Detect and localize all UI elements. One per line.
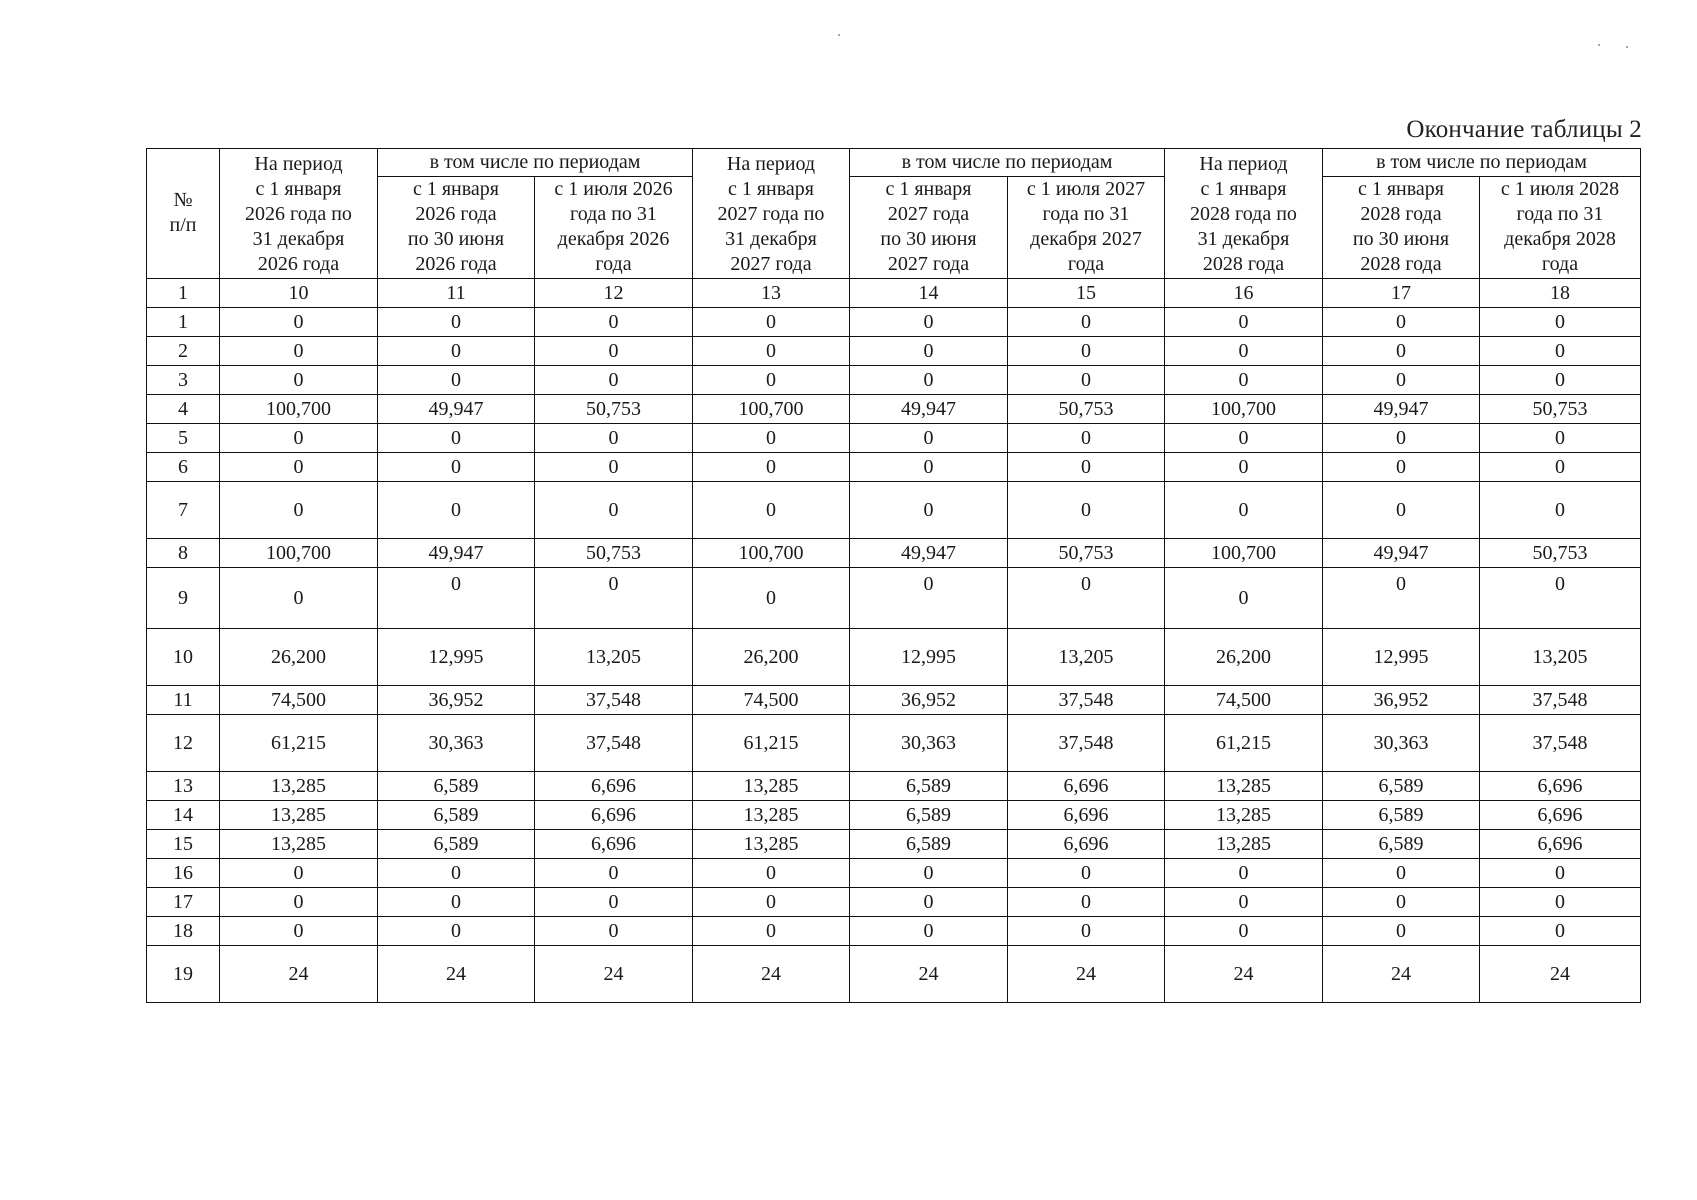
table-cell: 100,700 <box>220 395 378 424</box>
table-cell: 0 <box>220 888 378 917</box>
table-cell: 0 <box>535 308 693 337</box>
table-cell: 61,215 <box>693 715 850 772</box>
table-cell: 0 <box>1323 366 1480 395</box>
table-cell: 6,589 <box>850 801 1008 830</box>
header-group-2027: в том числе по периодам <box>850 149 1165 177</box>
table-cell: 0 <box>535 482 693 539</box>
table-cell: 37,548 <box>1480 686 1641 715</box>
table-cell: 50,753 <box>1008 539 1165 568</box>
table-cell: 0 <box>1480 366 1641 395</box>
table-cell: 13,285 <box>220 801 378 830</box>
table-cell: 12,995 <box>850 629 1008 686</box>
table-cell: 0 <box>693 859 850 888</box>
column-number: 16 <box>1165 279 1323 308</box>
table-cell: 0 <box>220 337 378 366</box>
table-cell: 37,548 <box>535 715 693 772</box>
table-cell: 13,285 <box>220 772 378 801</box>
table-cell: 13,285 <box>693 772 850 801</box>
table-cell: 24 <box>220 946 378 1003</box>
table-cell: 37,548 <box>1008 686 1165 715</box>
table-cell: 0 <box>1480 424 1641 453</box>
table-cell: 0 <box>850 308 1008 337</box>
table-cell: 30,363 <box>850 715 1008 772</box>
table-cell: 0 <box>693 366 850 395</box>
table-cell: 0 <box>378 424 535 453</box>
table-cell: 0 <box>693 888 850 917</box>
table-cell: 13,285 <box>1165 772 1323 801</box>
table-cell: 49,947 <box>1323 395 1480 424</box>
table-cell: 6,696 <box>535 801 693 830</box>
row-number: 17 <box>147 888 220 917</box>
table-cell: 24 <box>1323 946 1480 1003</box>
table-cell: 0 <box>693 453 850 482</box>
column-number-row <box>147 279 1641 308</box>
table-cell: 0 <box>535 424 693 453</box>
table-cell: 0 <box>220 308 378 337</box>
table-cell: 24 <box>693 946 850 1003</box>
table-caption: Окончание таблицы 2 <box>1406 116 1642 143</box>
table-cell: 0 <box>1008 337 1165 366</box>
table-cell: 0 <box>1165 859 1323 888</box>
table-cell: 49,947 <box>1323 539 1480 568</box>
table-cell: 0 <box>1480 888 1641 917</box>
table-cell: 6,696 <box>535 830 693 859</box>
table-cell: 50,753 <box>1480 395 1641 424</box>
table-cell: 0 <box>1323 308 1480 337</box>
table-row <box>147 568 1641 629</box>
table-cell: 0 <box>535 859 693 888</box>
table-cell: 0 <box>1323 453 1480 482</box>
table-cell: 0 <box>535 888 693 917</box>
scan-speck <box>1626 46 1628 48</box>
table-cell: 0 <box>1480 482 1641 539</box>
table-cell: 13,285 <box>1165 801 1323 830</box>
table-cell: 6,696 <box>535 772 693 801</box>
table-cell: 0 <box>1480 568 1641 629</box>
table-cell: 12,995 <box>378 629 535 686</box>
table-cell: 6,589 <box>850 772 1008 801</box>
row-number: 13 <box>147 772 220 801</box>
table-cell: 0 <box>378 859 535 888</box>
table-cell: 6,589 <box>1323 772 1480 801</box>
table-row <box>147 395 1641 424</box>
table-row <box>147 539 1641 568</box>
table-cell: 26,200 <box>1165 629 1323 686</box>
table-cell: 0 <box>850 888 1008 917</box>
table-cell: 0 <box>378 366 535 395</box>
table-cell: 6,589 <box>850 830 1008 859</box>
table-cell: 0 <box>1165 917 1323 946</box>
table-cell: 0 <box>693 917 850 946</box>
row-number: 8 <box>147 539 220 568</box>
table-cell: 0 <box>850 482 1008 539</box>
column-number: 14 <box>850 279 1008 308</box>
table-cell: 0 <box>1480 917 1641 946</box>
table-row <box>147 715 1641 772</box>
table-cell: 6,696 <box>1480 830 1641 859</box>
header-total-2027: На период с 1 января 2027 года по 31 декабря 2027 года <box>693 149 850 279</box>
table-cell: 0 <box>1008 308 1165 337</box>
scan-speck <box>838 34 840 36</box>
table-cell: 0 <box>1165 366 1323 395</box>
table-cell: 49,947 <box>378 395 535 424</box>
table-cell: 0 <box>1165 568 1323 629</box>
header-second-half-2026: с 1 июля 2026 года по 31 декабря 2026 года <box>535 177 693 279</box>
table-cell: 0 <box>1323 482 1480 539</box>
table-cell: 0 <box>850 337 1008 366</box>
table-row <box>147 308 1641 337</box>
table-cell: 0 <box>535 568 693 629</box>
header-total-2028: На период с 1 января 2028 года по 31 декабря 2028 года <box>1165 149 1323 279</box>
table-cell: 36,952 <box>850 686 1008 715</box>
table-cell: 6,589 <box>1323 830 1480 859</box>
table-cell: 0 <box>850 568 1008 629</box>
table-cell: 0 <box>1008 482 1165 539</box>
column-number: 15 <box>1008 279 1165 308</box>
table-cell: 0 <box>693 308 850 337</box>
table-cell: 6,696 <box>1480 772 1641 801</box>
header-row-number: № п/п <box>147 149 220 279</box>
row-number: 1 <box>147 308 220 337</box>
table-cell: 0 <box>378 337 535 366</box>
table-cell: 6,696 <box>1008 772 1165 801</box>
column-number: 12 <box>535 279 693 308</box>
table-cell: 0 <box>378 917 535 946</box>
table-row <box>147 453 1641 482</box>
table-cell: 0 <box>1323 859 1480 888</box>
row-number: 3 <box>147 366 220 395</box>
header-first-half-2028: с 1 января 2028 года по 30 июня 2028 года <box>1323 177 1480 279</box>
table-cell: 49,947 <box>378 539 535 568</box>
row-number: 5 <box>147 424 220 453</box>
header-group-2028: в том числе по периодам <box>1323 149 1641 177</box>
table-row <box>147 337 1641 366</box>
table-cell: 12,995 <box>1323 629 1480 686</box>
table-cell: 13,285 <box>220 830 378 859</box>
table-cell: 0 <box>535 366 693 395</box>
table-row <box>147 888 1641 917</box>
table-cell: 0 <box>378 482 535 539</box>
column-number: 11 <box>378 279 535 308</box>
table-cell: 37,548 <box>535 686 693 715</box>
table-row <box>147 917 1641 946</box>
table-cell: 0 <box>1165 453 1323 482</box>
table-cell: 13,285 <box>693 801 850 830</box>
table-row <box>147 366 1641 395</box>
table-cell: 26,200 <box>693 629 850 686</box>
table-cell: 0 <box>535 337 693 366</box>
row-number: 15 <box>147 830 220 859</box>
table-cell: 0 <box>1480 337 1641 366</box>
table-cell: 6,589 <box>378 830 535 859</box>
table-cell: 13,205 <box>535 629 693 686</box>
table-cell: 13,285 <box>1165 830 1323 859</box>
table-cell: 37,548 <box>1480 715 1641 772</box>
column-number: 17 <box>1323 279 1480 308</box>
row-number: 11 <box>147 686 220 715</box>
table-cell: 100,700 <box>220 539 378 568</box>
table-row <box>147 424 1641 453</box>
table-cell: 61,215 <box>220 715 378 772</box>
table-row <box>147 946 1641 1003</box>
table-cell: 0 <box>378 453 535 482</box>
table-cell: 36,952 <box>378 686 535 715</box>
table-cell: 36,952 <box>1323 686 1480 715</box>
table-cell: 0 <box>1480 453 1641 482</box>
table-cell: 0 <box>1165 888 1323 917</box>
table-cell: 0 <box>220 424 378 453</box>
column-number: 1 <box>147 279 220 308</box>
row-number: 19 <box>147 946 220 1003</box>
table-cell: 0 <box>1480 859 1641 888</box>
table-cell: 0 <box>220 859 378 888</box>
table-cell: 0 <box>1323 424 1480 453</box>
table-cell: 0 <box>693 424 850 453</box>
table-cell: 0 <box>850 453 1008 482</box>
table-cell: 0 <box>220 453 378 482</box>
table-cell: 50,753 <box>535 395 693 424</box>
table-cell: 0 <box>535 453 693 482</box>
table-cell: 0 <box>220 917 378 946</box>
data-table <box>146 148 1641 1003</box>
table-cell: 24 <box>1480 946 1641 1003</box>
table-row <box>147 482 1641 539</box>
table-cell: 0 <box>1323 568 1480 629</box>
column-number: 13 <box>693 279 850 308</box>
header-first-half-2027: с 1 января 2027 года по 30 июня 2027 года <box>850 177 1008 279</box>
table-cell: 0 <box>1008 366 1165 395</box>
table-row <box>147 629 1641 686</box>
table-cell: 24 <box>378 946 535 1003</box>
header-second-half-2027: с 1 июля 2027 года по 31 декабря 2027 года <box>1008 177 1165 279</box>
row-number: 14 <box>147 801 220 830</box>
table-cell: 30,363 <box>378 715 535 772</box>
table-cell: 50,753 <box>1008 395 1165 424</box>
table-cell: 0 <box>850 917 1008 946</box>
table-cell: 0 <box>1323 917 1480 946</box>
table-cell: 0 <box>1480 308 1641 337</box>
row-number: 10 <box>147 629 220 686</box>
table-cell: 0 <box>850 859 1008 888</box>
scan-speck <box>1598 44 1600 46</box>
table-cell: 0 <box>693 482 850 539</box>
table-cell: 0 <box>1008 888 1165 917</box>
table-cell: 24 <box>850 946 1008 1003</box>
table-cell: 6,589 <box>378 772 535 801</box>
table-cell: 0 <box>850 366 1008 395</box>
row-number: 7 <box>147 482 220 539</box>
table-cell: 37,548 <box>1008 715 1165 772</box>
table-cell: 24 <box>535 946 693 1003</box>
table-cell: 13,205 <box>1480 629 1641 686</box>
table-cell: 6,589 <box>1323 801 1480 830</box>
column-number: 18 <box>1480 279 1641 308</box>
table-cell: 0 <box>220 482 378 539</box>
table-cell: 50,753 <box>535 539 693 568</box>
table-cell: 0 <box>1165 337 1323 366</box>
table-row <box>147 686 1641 715</box>
table-cell: 30,363 <box>1323 715 1480 772</box>
table-cell: 0 <box>535 917 693 946</box>
header-second-half-2028: с 1 июля 2028 года по 31 декабря 2028 года <box>1480 177 1641 279</box>
row-number: 12 <box>147 715 220 772</box>
table-cell: 0 <box>693 568 850 629</box>
table-cell: 24 <box>1008 946 1165 1003</box>
table-cell: 0 <box>1165 424 1323 453</box>
table-cell: 74,500 <box>220 686 378 715</box>
table-row <box>147 772 1641 801</box>
table-cell: 0 <box>220 366 378 395</box>
table-cell: 13,205 <box>1008 629 1165 686</box>
table-cell: 100,700 <box>1165 539 1323 568</box>
table-cell: 50,753 <box>1480 539 1641 568</box>
table-cell: 49,947 <box>850 395 1008 424</box>
table-cell: 0 <box>1008 568 1165 629</box>
table-cell: 0 <box>1323 337 1480 366</box>
table-cell: 6,696 <box>1008 801 1165 830</box>
table-cell: 74,500 <box>1165 686 1323 715</box>
table-cell: 49,947 <box>850 539 1008 568</box>
table-cell: 100,700 <box>693 539 850 568</box>
table-cell: 61,215 <box>1165 715 1323 772</box>
table-cell: 0 <box>1165 482 1323 539</box>
table-row <box>147 801 1641 830</box>
header-group-2026: в том числе по периодам <box>378 149 693 177</box>
table-cell: 24 <box>1165 946 1323 1003</box>
table-cell: 0 <box>1323 888 1480 917</box>
table-cell: 100,700 <box>693 395 850 424</box>
table-cell: 0 <box>693 337 850 366</box>
row-number: 2 <box>147 337 220 366</box>
row-number: 18 <box>147 917 220 946</box>
table-cell: 0 <box>378 308 535 337</box>
table-cell: 13,285 <box>693 830 850 859</box>
table-cell: 0 <box>1165 308 1323 337</box>
row-number: 16 <box>147 859 220 888</box>
table-cell: 0 <box>220 568 378 629</box>
table-cell: 0 <box>1008 453 1165 482</box>
table-cell: 0 <box>850 424 1008 453</box>
table-cell: 0 <box>1008 424 1165 453</box>
table-cell: 0 <box>378 568 535 629</box>
row-number: 4 <box>147 395 220 424</box>
row-number: 6 <box>147 453 220 482</box>
table-cell: 6,696 <box>1008 830 1165 859</box>
table-cell: 74,500 <box>693 686 850 715</box>
header-first-half-2026: с 1 января 2026 года по 30 июня 2026 года <box>378 177 535 279</box>
table-row <box>147 830 1641 859</box>
table-cell: 6,589 <box>378 801 535 830</box>
column-number: 10 <box>220 279 378 308</box>
table-cell: 0 <box>378 888 535 917</box>
table-cell: 0 <box>1008 917 1165 946</box>
table-cell: 26,200 <box>220 629 378 686</box>
header-total-2026: На период с 1 января 2026 года по 31 декабря 2026 года <box>220 149 378 279</box>
table-cell: 0 <box>1008 859 1165 888</box>
row-number: 9 <box>147 568 220 629</box>
table-cell: 100,700 <box>1165 395 1323 424</box>
table-cell: 6,696 <box>1480 801 1641 830</box>
table-row <box>147 859 1641 888</box>
